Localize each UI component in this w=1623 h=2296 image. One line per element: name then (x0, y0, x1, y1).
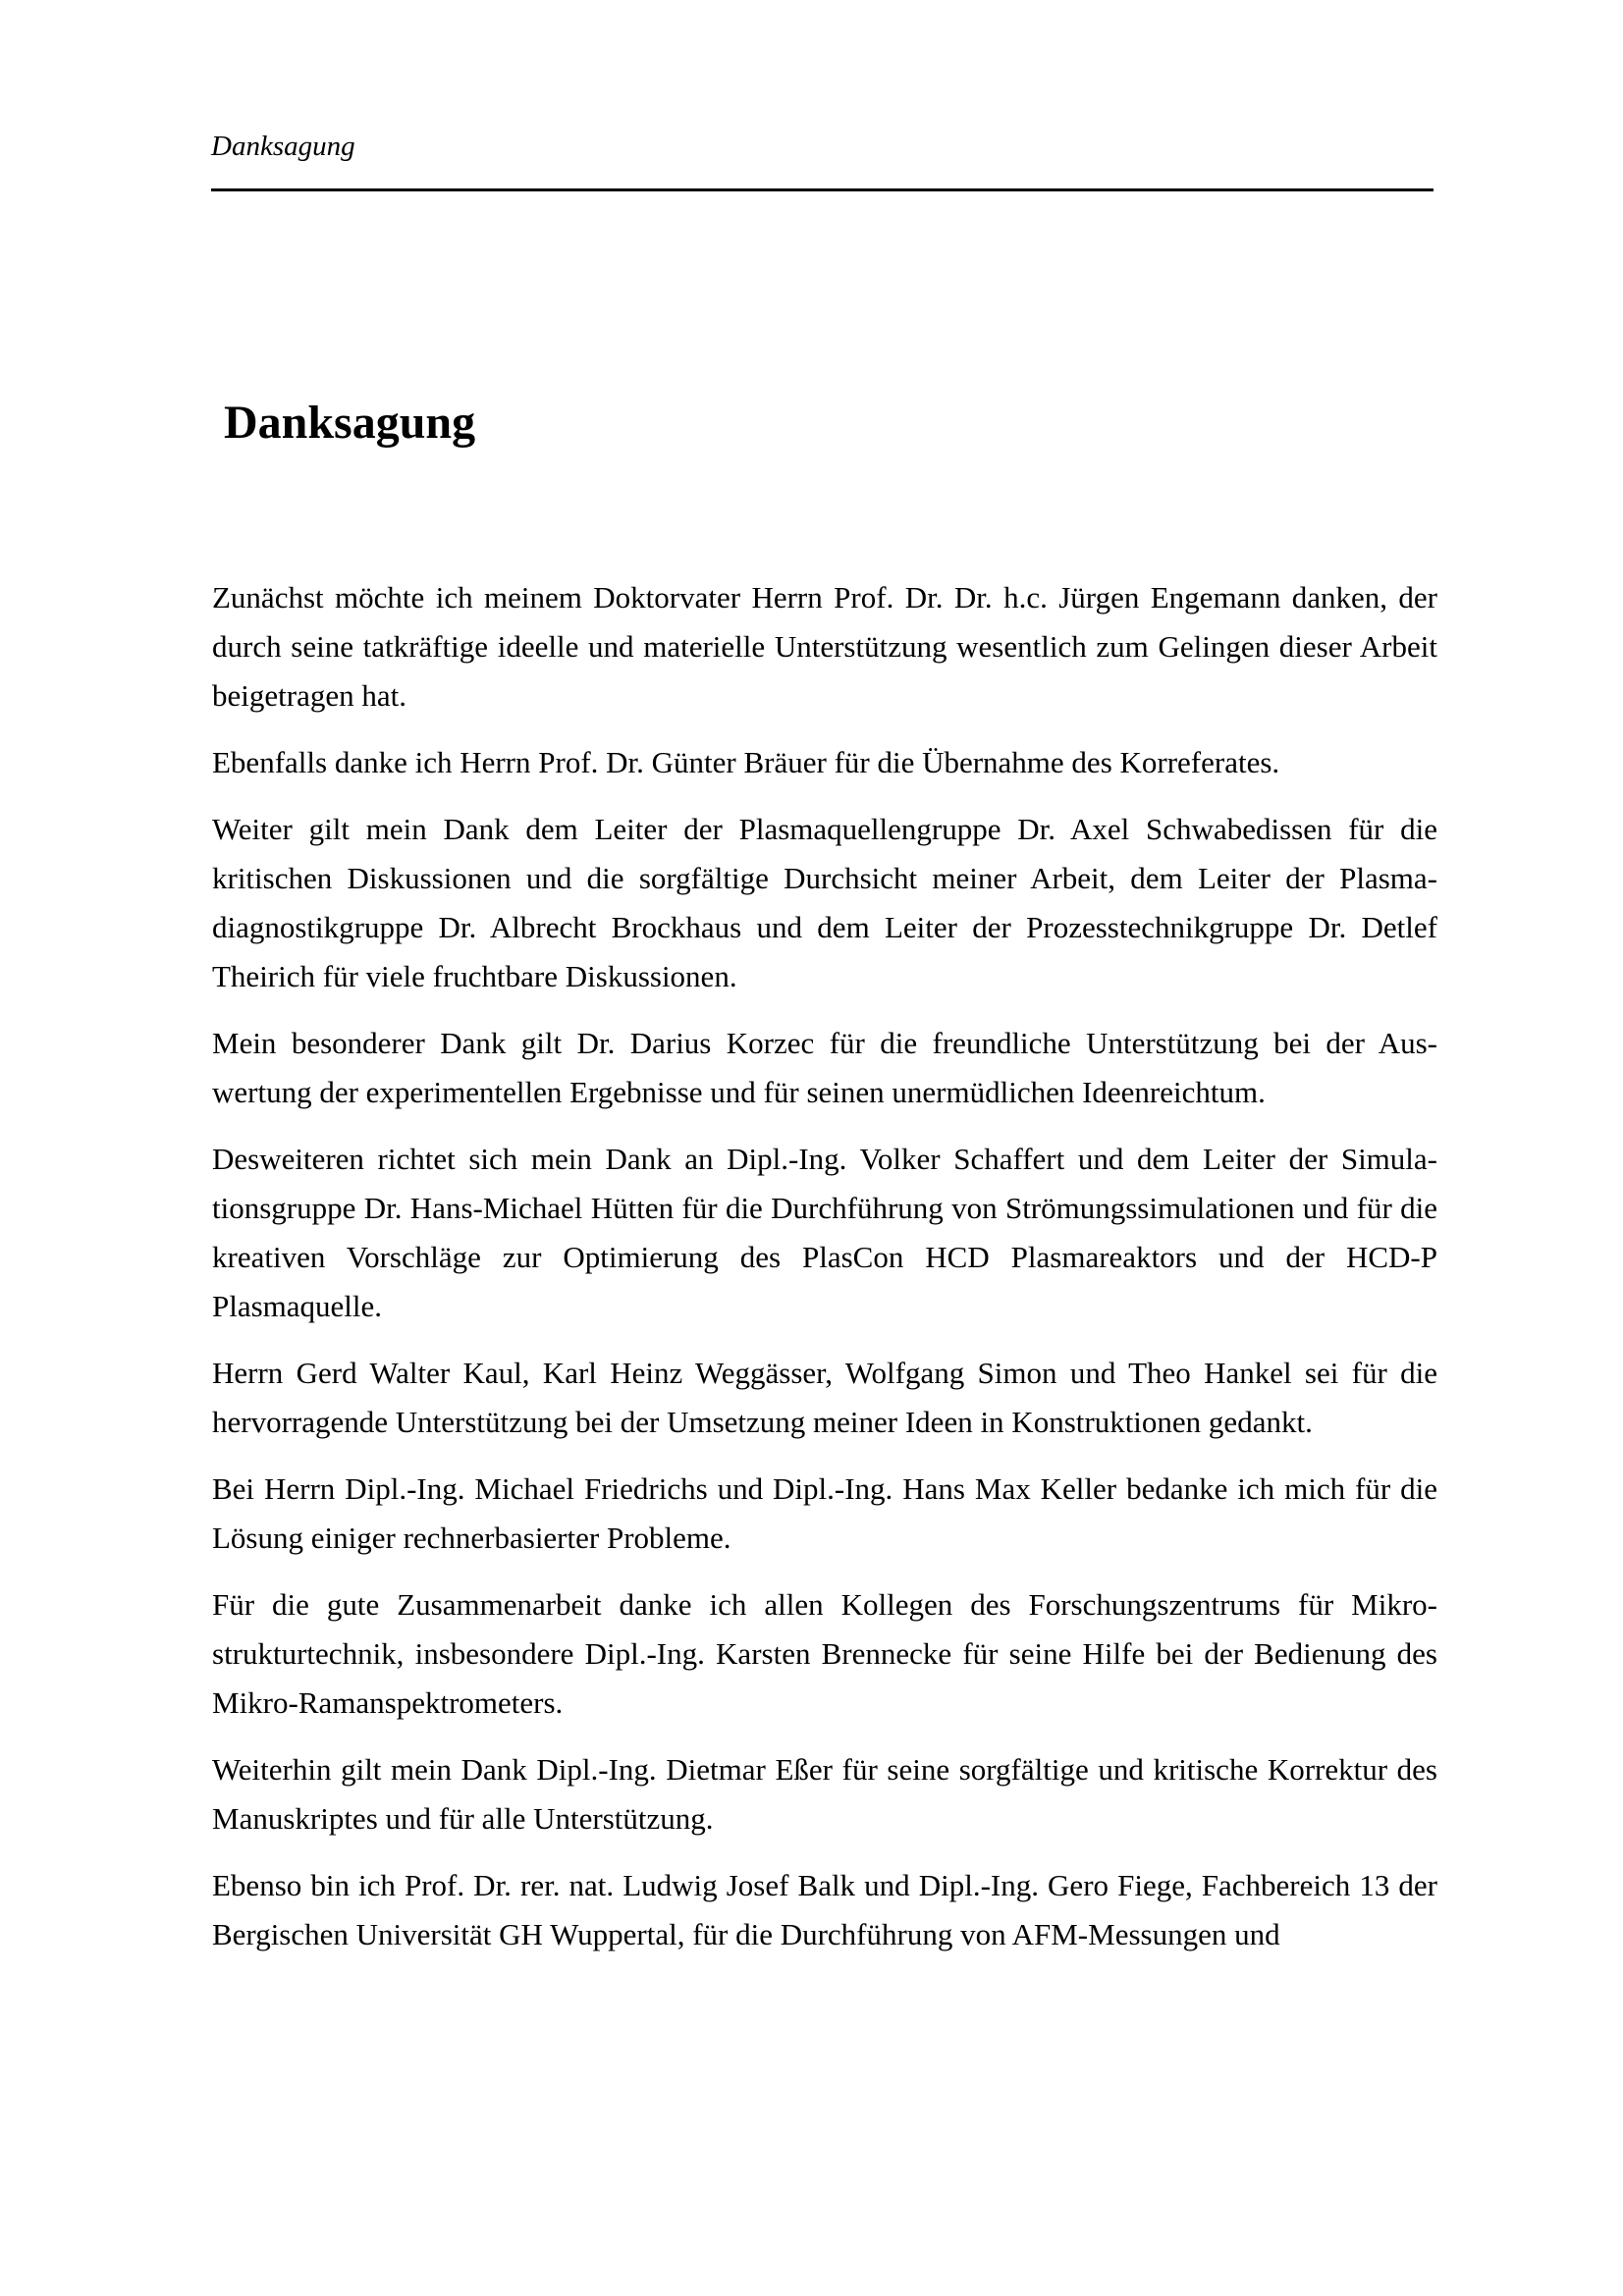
header-rule (211, 188, 1434, 191)
paragraph: Weiterhin gilt mein Dank Dipl.-Ing. Dietmar Eßer für seine sorgfältige und kritische Korrektur des Manuskriptes und für alle Unterstützung. (212, 1752, 1437, 1836)
paragraph: Für die gute Zusammenarbeit danke ich allen Kollegen des Forschungszentrums für Mikro-strukturtechnik, insbesondere Dipl.-Ing. Karsten Brennecke für seine Hilfe bei der Bedienung des Mikro-Ramanspektrometers. (212, 1587, 1437, 1720)
paragraph: Herrn Gerd Walter Kaul, Karl Heinz Weggässer, Wolfgang Simon und Theo Hankel sei für die hervorragende Unterstützung bei der Umsetzung meiner Ideen in Konstruktionen gedankt. (212, 1356, 1437, 1439)
paragraph: Bei Herrn Dipl.-Ing. Michael Friedrichs und Dipl.-Ing. Hans Max Keller bedanke ich mich für die Lösung einiger rechnerbasierter Probleme. (212, 1471, 1437, 1555)
paragraph: Mein besonderer Dank gilt Dr. Darius Korzec für die freundliche Unterstützung bei der Aus-wertung der experimentellen Ergebnisse und für seinen unermüdlichen Ideenreichtum. (212, 1026, 1437, 1109)
paragraph: Ebenfalls danke ich Herrn Prof. Dr. Günter Bräuer für die Übernahme des Korreferates. (212, 745, 1280, 779)
chapter-title: Danksagung (224, 397, 476, 449)
paragraph: Weiter gilt mein Dank dem Leiter der Plasmaquellengruppe Dr. Axel Schwabedissen für die kritischen Diskussionen und die sorgfältige Durchsicht meiner Arbeit, dem Leiter der Plasma-diagnostikgruppe Dr. Albrecht Brockhaus und dem Leiter der Prozesstechnikgruppe Dr. Detlef Theirich für viele fruchtbare Diskussionen. (212, 812, 1437, 993)
running-header: Danksagung (211, 131, 355, 162)
paragraph: Zunächst möchte ich meinem Doktorvater Herrn Prof. Dr. Dr. h.c. Jürgen Engemann danken, der durch seine tatkräftige ideelle und materielle Unterstützung wesentlich zum Gelingen dieser Arbeit beigetragen hat. (212, 580, 1437, 713)
body-text (212, 573, 1437, 1977)
paragraph: Ebenso bin ich Prof. Dr. rer. nat. Ludwig Josef Balk und Dipl.-Ing. Gero Fiege, Fachbereich 13 der Bergischen Universität GH Wuppertal, für die Durchführung von AFM-Messungen und (212, 1868, 1437, 1951)
paragraph: Desweiteren richtet sich mein Dank an Dipl.-Ing. Volker Schaffert und dem Leiter der Simula-tionsgruppe Dr. Hans-Michael Hütten für die Durchführung von Strömungssimulationen und für die kreativen Vorschläge zur Optimierung des PlasCon HCD Plasmareaktors und der HCD-P Plasmaquelle. (212, 1142, 1437, 1323)
